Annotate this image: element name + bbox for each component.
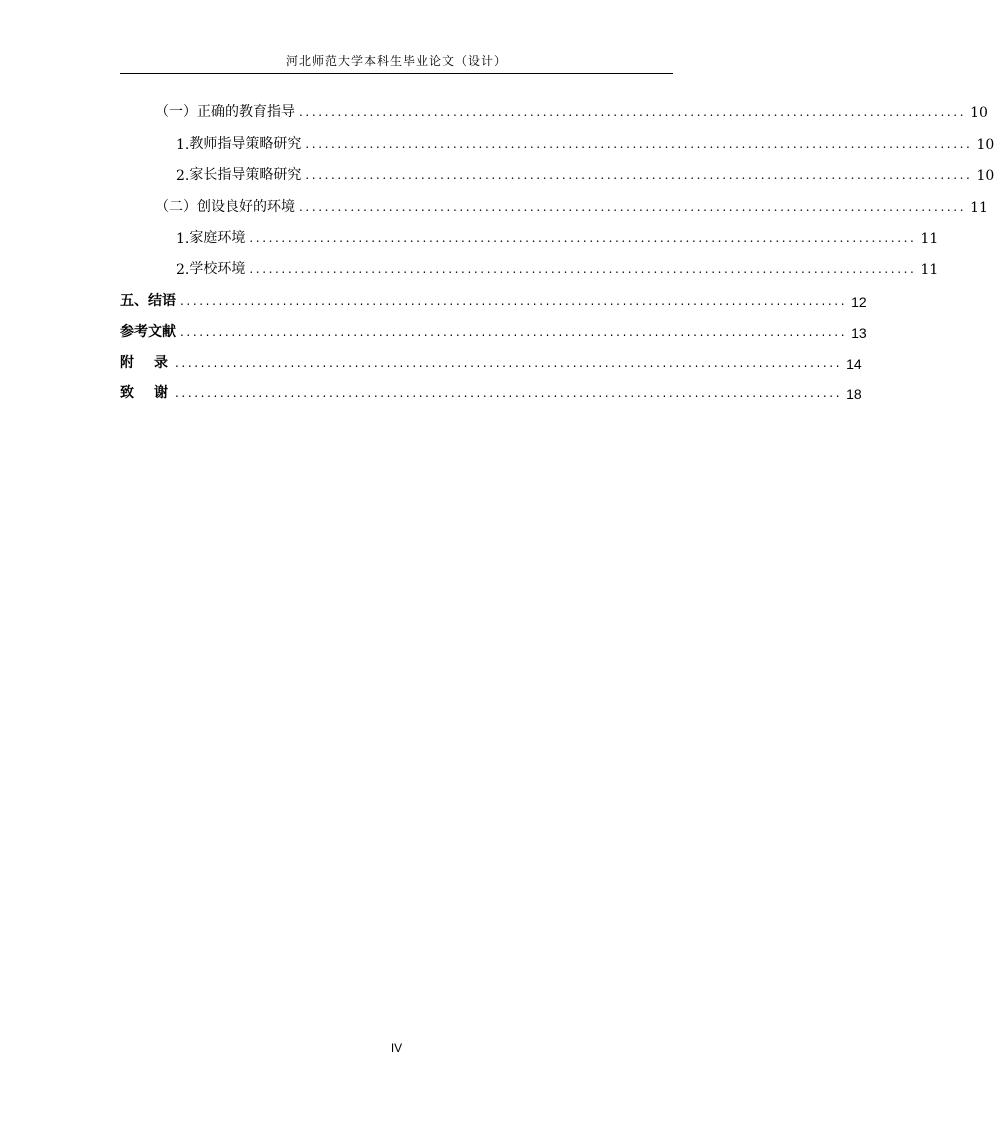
toc-entry-page: 10 (976, 168, 994, 184)
page-number: IV (390, 1041, 403, 1055)
toc-entry[interactable] (120, 288, 867, 310)
toc-entry-number: 五、 (120, 293, 148, 309)
toc-entry-page: 14 (846, 356, 862, 372)
toc-entry-title: 家长指导策略研究 (189, 167, 302, 183)
toc-entry-page: 13 (851, 325, 867, 341)
toc-leader-dots: ........................................................................................................ (175, 356, 843, 370)
toc-leader-dots: ........................................................................................................ (299, 200, 967, 214)
toc-leader-dots: ........................................................................................................ (249, 262, 917, 276)
toc-entry[interactable] (176, 162, 994, 184)
toc-entry-title: 教师指导策略研究 (189, 136, 302, 152)
toc-leader-dots: ........................................................................................................ (249, 231, 917, 245)
toc-leader-dots: ........................................................................................................ (180, 294, 848, 308)
toc-entry-page: 18 (846, 386, 862, 402)
header-rule (120, 73, 673, 74)
toc-entry-title: 正确的教育指导 (197, 104, 295, 120)
toc-entry[interactable] (176, 225, 939, 247)
toc-entry-number: 1. (176, 137, 190, 153)
toc-leader-dots: ........................................................................................................ (299, 105, 967, 119)
toc-entry-title: 结语 (148, 293, 176, 309)
running-header: 河北师范大学本科生毕业论文（设计） (285, 54, 507, 68)
toc-entry-title: 参考文献 (120, 324, 176, 340)
toc-entry[interactable] (120, 350, 862, 372)
toc-entry-page: 11 (970, 200, 988, 216)
toc-entry-title: 家庭环境 (189, 230, 246, 246)
toc-entry-number: 2. (176, 168, 190, 184)
toc-entry-page: 10 (976, 137, 994, 153)
toc-entry-title: 致 谢 (120, 385, 171, 401)
toc-leader-dots: ........................................................................................................ (305, 137, 973, 151)
toc-entry-title: 附 录 (120, 355, 171, 371)
toc-entry-page: 10 (970, 105, 988, 121)
toc-entry-page: 12 (851, 294, 867, 310)
toc-entry-page: 11 (920, 231, 939, 247)
toc-entry[interactable] (120, 380, 862, 402)
toc-entry[interactable] (155, 194, 988, 216)
toc-entry-number: 2. (176, 262, 190, 278)
toc-entry[interactable] (155, 99, 988, 121)
toc-entry-number: （一） (155, 104, 197, 120)
toc-entry[interactable] (176, 131, 994, 153)
toc-entry-title: 学校环境 (189, 261, 246, 277)
toc-leader-dots: ........................................................................................................ (305, 168, 973, 182)
toc-leader-dots: ........................................................................................................ (180, 325, 848, 339)
toc-entry[interactable] (176, 256, 939, 278)
toc-entry[interactable] (120, 319, 867, 341)
toc-entry-number: （二） (155, 199, 197, 215)
toc-entry-number: 1. (176, 231, 190, 247)
toc-entry-page: 11 (920, 262, 939, 278)
toc-leader-dots: ........................................................................................................ (175, 386, 843, 400)
toc-entry-title: 创设良好的环境 (197, 199, 295, 215)
